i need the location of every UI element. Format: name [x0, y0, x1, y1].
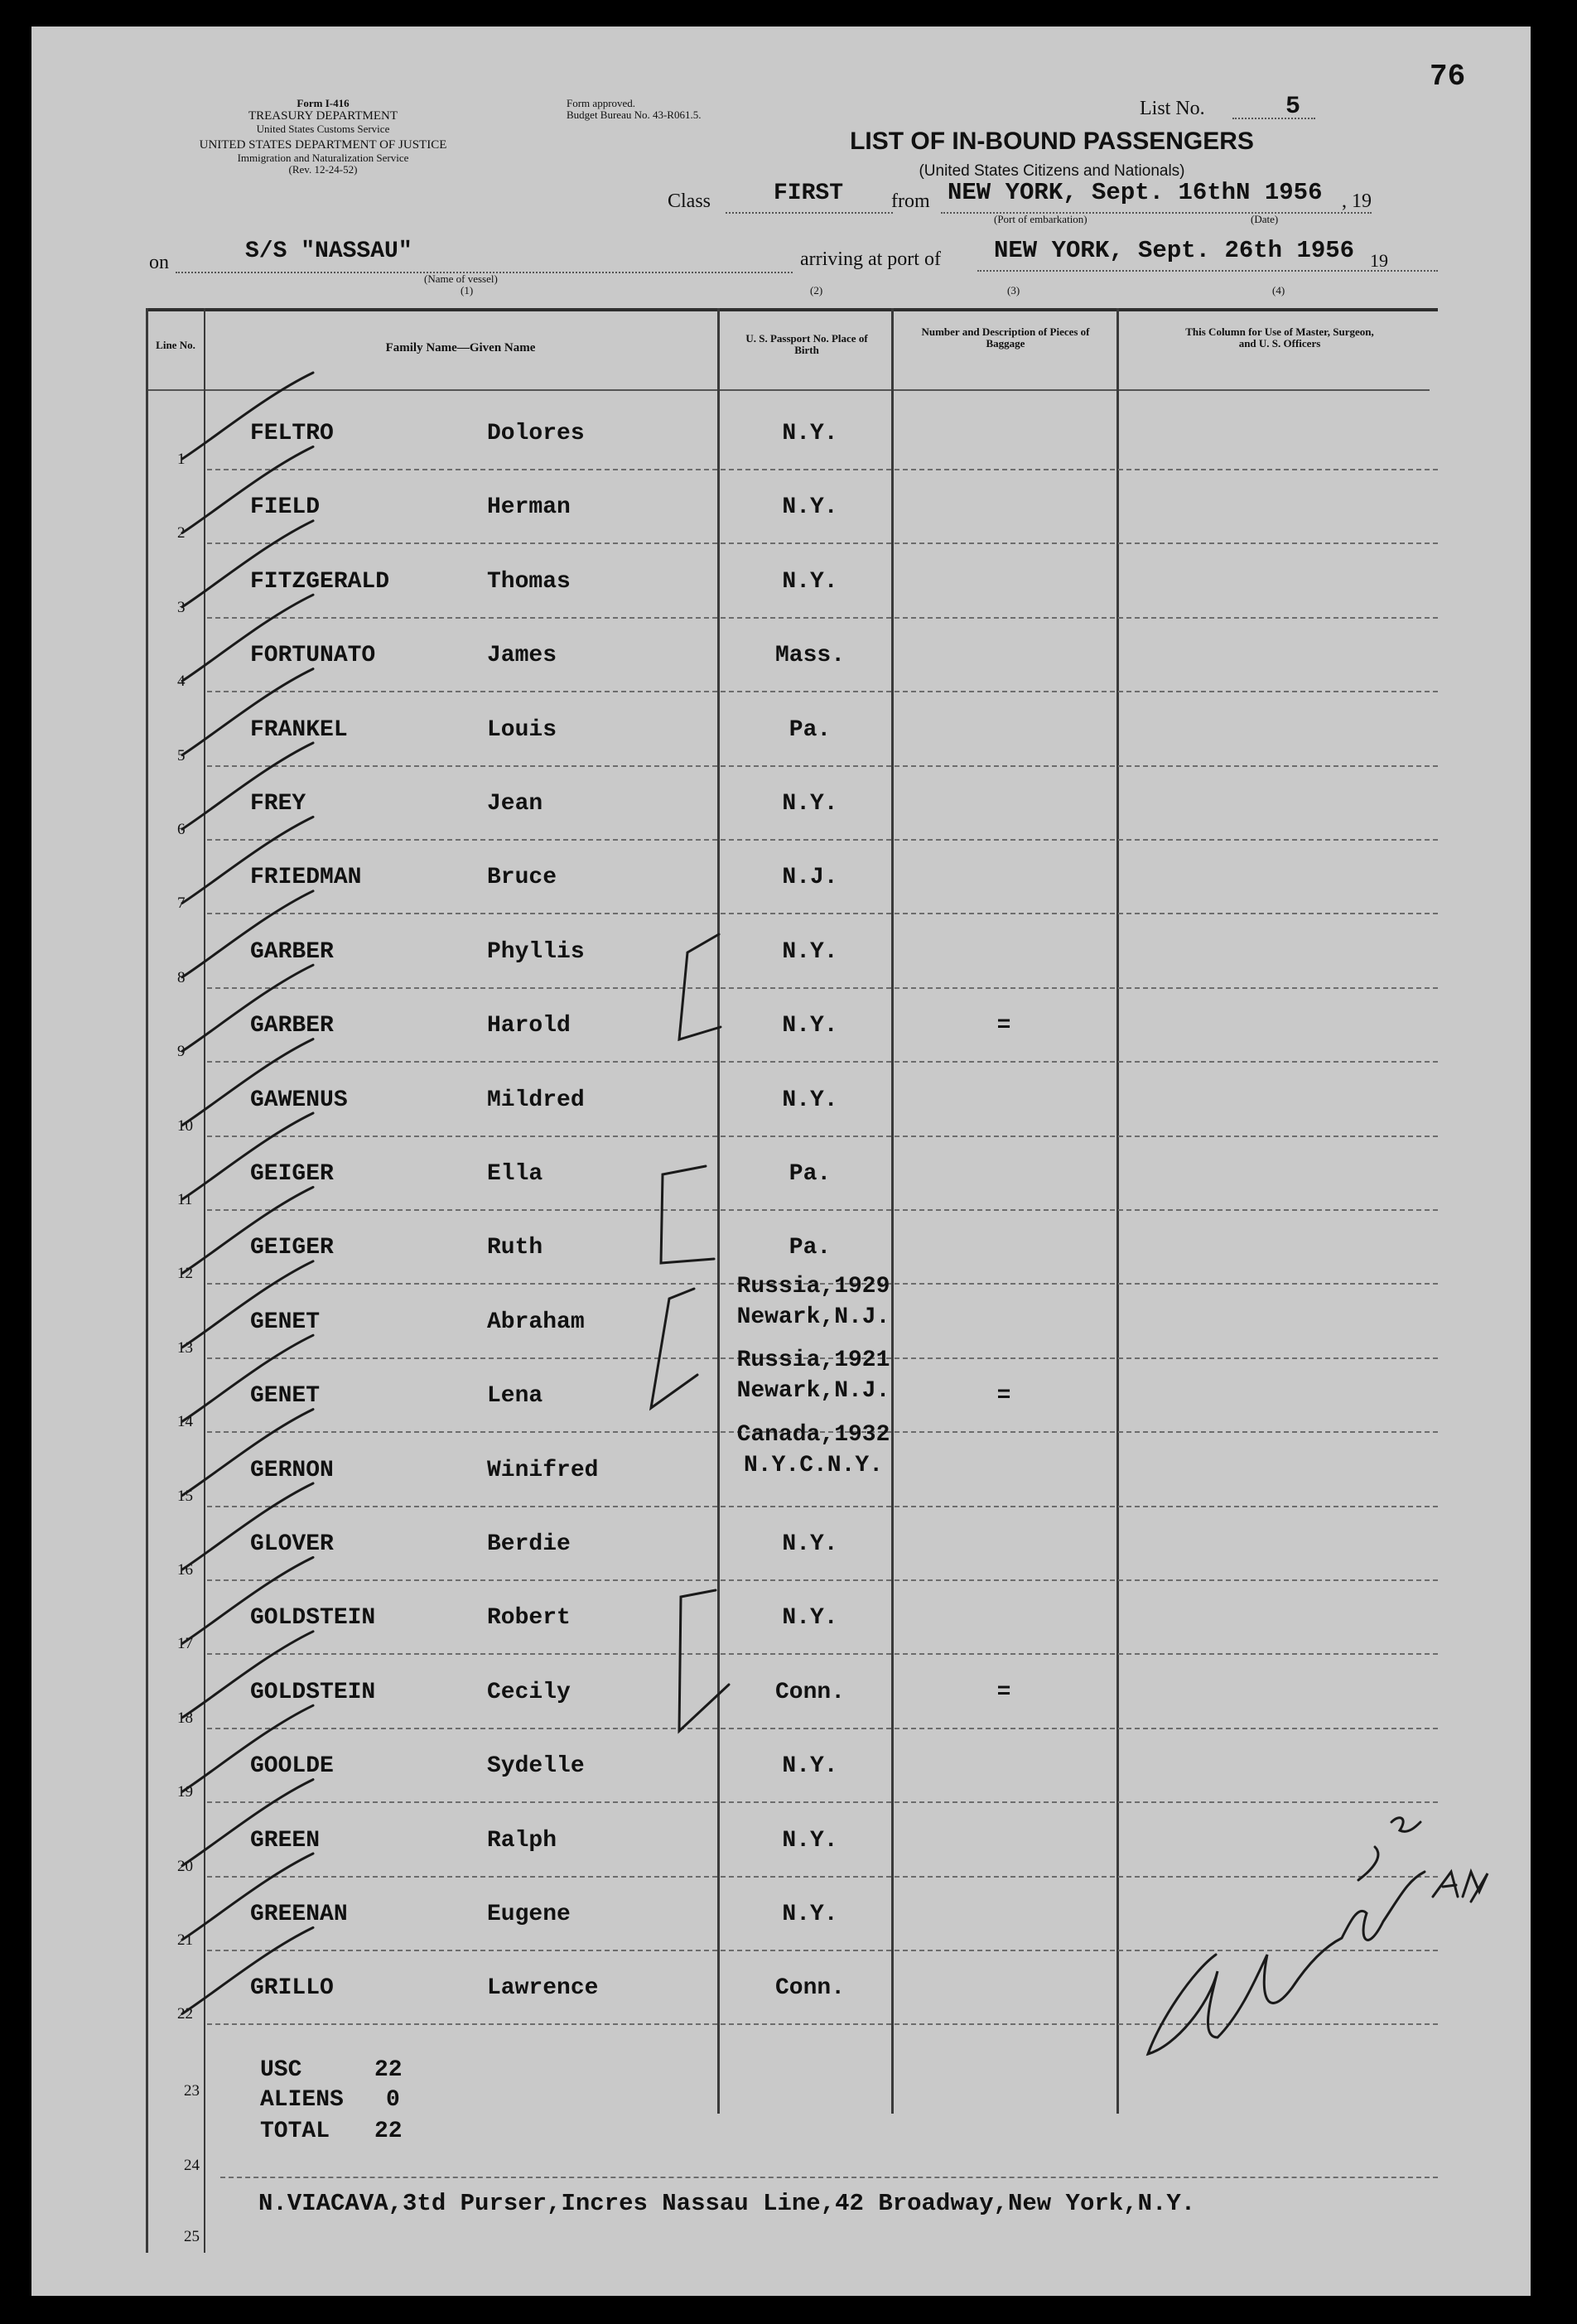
signature-time-20 [1391, 1818, 1420, 1832]
total-value: 22 [374, 2119, 403, 2144]
place-of-birth: Canada,1932 N.Y.C.N.Y. [736, 1421, 890, 1478]
place-of-birth: N.Y. [782, 1753, 838, 1780]
place-of-birth: Conn. [774, 1975, 845, 2002]
place-of-birth: N.Y. [782, 421, 838, 446]
col-number-2: (2) [810, 284, 823, 297]
family-name: GERNON [250, 1457, 334, 1483]
place-of-birth: N.Y. [782, 1531, 838, 1557]
line-number: 2 [177, 524, 186, 542]
line-number: 19 [177, 1783, 193, 1801]
line-number: 13 [177, 1338, 193, 1357]
check-mark [182, 817, 313, 903]
bracket-mark-13-14 [651, 1289, 697, 1408]
check-mark [182, 521, 313, 607]
given-name: Jean [487, 791, 543, 817]
check-mark [182, 1113, 313, 1199]
check-mark [182, 1705, 313, 1791]
line-number: 7 [177, 894, 186, 913]
ins-service: Immigration and Naturalization Service [237, 152, 409, 164]
col-header-officers: This Column for Use of Master, Surgeon, and U. S. Officers [1185, 325, 1374, 350]
given-name: Ella [487, 1161, 543, 1187]
justice-dept: UNITED STATES DEPARTMENT OF JUSTICE [199, 138, 447, 152]
family-name: GOLDSTEIN [250, 1679, 376, 1705]
check-mark [182, 1780, 313, 1866]
check-mark [182, 1927, 313, 2013]
signature-scrawl [1148, 1872, 1425, 2054]
check-mark [182, 1261, 313, 1348]
line-number: 3 [177, 598, 186, 616]
place-of-birth: Russia,1921 Newark,N.J. [736, 1348, 890, 1405]
family-name: FRIEDMAN [250, 865, 362, 891]
line-number: 22 [177, 2005, 193, 2023]
family-name: GRILLO [250, 1975, 334, 2002]
line-number: 9 [177, 1043, 186, 1061]
aliens-value: 0 [386, 2087, 400, 2113]
check-mark [182, 595, 313, 681]
place-of-birth: N.Y. [782, 791, 838, 817]
family-name: FITZGERALD [250, 568, 390, 595]
family-name: FELTRO [250, 421, 334, 446]
place-of-birth: Conn. [774, 1679, 845, 1705]
line-number: 8 [177, 968, 186, 986]
signature-time-9 [1358, 1847, 1378, 1880]
line-no-23: 23 [184, 2082, 200, 2100]
form-approved: Form approved. [567, 97, 636, 109]
given-name: Harold [487, 1013, 571, 1039]
check-mark [182, 1483, 313, 1569]
family-name: FIELD [250, 494, 321, 521]
line-no-24: 24 [184, 2157, 200, 2174]
baggage-mark: = [996, 1679, 1011, 1705]
given-name: Louis [487, 716, 557, 743]
check-mark [182, 1632, 313, 1718]
col-header-line-no: Line No. [156, 339, 195, 351]
family-name: GENET [250, 1383, 321, 1410]
family-name: GAWENUS [250, 1087, 348, 1113]
place-of-birth: N.Y. [782, 568, 838, 595]
check-mark [182, 965, 313, 1051]
col-number-1: (1) [461, 284, 474, 297]
signature-label [0, 0, 1, 1]
place-of-birth: N.J. [782, 865, 838, 891]
place-of-birth: N.Y. [782, 1902, 838, 1927]
bracket-mark-11-12 [661, 1166, 714, 1263]
given-name: Lawrence [487, 1975, 599, 2002]
total-label: TOTAL [260, 2119, 330, 2144]
line-number: 18 [177, 1709, 193, 1727]
aliens-label: ALIENS [260, 2087, 344, 2113]
given-name: Thomas [487, 568, 571, 595]
family-name: GOLDSTEIN [250, 1605, 376, 1632]
place-of-birth: Pa. [788, 716, 832, 743]
line-number: 6 [177, 821, 186, 838]
family-name: GOOLDE [250, 1753, 334, 1780]
line-number: 5 [177, 746, 186, 764]
revision: (Rev. 12-24-52) [288, 163, 358, 176]
family-name: GARBER [250, 1013, 334, 1039]
treasury-dept: TREASURY DEPARTMENT [248, 109, 398, 123]
arriving-label: arriving at port of [800, 248, 941, 270]
check-mark [182, 669, 313, 755]
given-name: Robert [487, 1605, 571, 1632]
class-label: Class [668, 190, 711, 212]
line-number: 4 [177, 673, 186, 691]
family-name: FRANKEL [250, 716, 348, 743]
family-name: FREY [250, 791, 306, 817]
line-number: 21 [177, 1931, 193, 1949]
list-no-label: List No. [1140, 98, 1205, 119]
purser-line: N.VIACAVA,3td Purser,Incres Nassau Line,42 Broadway,New York,N.Y. [258, 2190, 1196, 2217]
baggage-mark: = [996, 1013, 1011, 1039]
family-name: GLOVER [250, 1531, 334, 1557]
given-name: James [487, 643, 557, 669]
page-title: LIST OF IN-BOUND PASSENGERS [850, 128, 1254, 155]
baggage-mark: = [996, 1383, 1011, 1410]
bracket-mark-8-9 [679, 934, 721, 1039]
col-header-name: Family Name—Given Name [385, 341, 536, 354]
from-value: NEW YORK, Sept. 16thN 1956 [948, 179, 1323, 206]
line-number: 1 [177, 451, 186, 468]
line-number: 12 [177, 1265, 193, 1283]
line-number: 11 [177, 1191, 193, 1208]
place-of-birth: Russia,1929 Newark,N.J. [736, 1273, 890, 1330]
class-value: FIRST [774, 181, 844, 206]
given-name: Bruce [487, 865, 557, 891]
place-of-birth: N.Y. [782, 1013, 838, 1039]
check-mark [182, 1854, 313, 1940]
given-name: Abraham [487, 1309, 585, 1335]
given-name: Cecily [487, 1679, 571, 1705]
given-name: Winifred [487, 1457, 599, 1483]
on-label: on [149, 252, 169, 273]
line-number: 20 [177, 1857, 193, 1875]
check-mark [182, 1410, 313, 1496]
signature-am [1433, 1872, 1488, 1902]
port-embarkation-caption: (Port of embarkation) [994, 213, 1088, 225]
family-name: GEIGER [250, 1161, 334, 1187]
family-name: GEIGER [250, 1235, 334, 1261]
check-mark [182, 446, 313, 533]
arriving-year-19: 19 [1370, 250, 1388, 271]
arriving-value: NEW YORK, Sept. 26th 1956 [994, 237, 1355, 264]
place-of-birth: Pa. [788, 1161, 832, 1187]
given-name: Mildred [487, 1087, 585, 1113]
given-name: Ruth [487, 1235, 543, 1261]
page-number: 76 [1430, 60, 1466, 94]
given-name: Lena [487, 1383, 543, 1410]
page-subtitle: (United States Citizens and Nationals) [919, 162, 1185, 180]
usc-value: 22 [374, 2057, 403, 2083]
col-number-4: (4) [1272, 284, 1285, 297]
family-name: GARBER [250, 938, 334, 965]
check-mark [182, 1557, 313, 1643]
usc-label: USC [260, 2057, 302, 2083]
customs-service: United States Customs Service [256, 123, 390, 135]
given-name: Phyllis [487, 938, 585, 965]
family-name: FORTUNATO [250, 643, 376, 669]
given-name: Dolores [487, 421, 585, 446]
given-name: Berdie [487, 1531, 571, 1557]
line-no-25: 25 [184, 2228, 200, 2245]
given-name: Sydelle [487, 1753, 585, 1780]
date-caption: (Date) [1251, 213, 1279, 225]
vessel-caption: (Name of vessel) [424, 272, 498, 285]
check-mark [182, 1039, 313, 1126]
place-of-birth: Mass. [774, 643, 845, 669]
family-name: GREENAN [250, 1902, 348, 1927]
vessel-name: S/S "NASSAU" [245, 239, 412, 264]
check-mark [182, 1335, 313, 1421]
family-name: GREEN [250, 1827, 321, 1854]
place-of-birth: N.Y. [782, 1605, 838, 1632]
from-year-19: , 19 [1342, 190, 1372, 212]
list-no-value: 5 [1285, 93, 1301, 121]
check-mark [182, 373, 313, 459]
col-number-3: (3) [1007, 284, 1020, 297]
check-mark [182, 743, 313, 829]
family-name: GENET [250, 1309, 321, 1335]
col-header-baggage: Number and Description of Pieces of Baggage [921, 325, 1090, 350]
check-mark [182, 1187, 313, 1273]
from-label: from [891, 190, 930, 212]
col-header-passport: U. S. Passport No. Place of Birth [745, 332, 868, 356]
line-number: 14 [177, 1413, 193, 1431]
given-name: Ralph [487, 1827, 557, 1854]
check-mark [182, 891, 313, 977]
place-of-birth: N.Y. [782, 938, 838, 965]
place-of-birth: Pa. [788, 1235, 832, 1261]
place-of-birth: N.Y. [782, 494, 838, 521]
given-name: Herman [487, 494, 571, 521]
place-of-birth: N.Y. [782, 1087, 838, 1113]
form-number: Form I-416 [297, 97, 350, 109]
line-number: 15 [177, 1487, 193, 1505]
bracket-mark-17-18 [679, 1590, 729, 1731]
line-number: 10 [177, 1116, 193, 1135]
given-name: Eugene [487, 1902, 571, 1927]
place-of-birth: N.Y. [782, 1827, 838, 1854]
line-number: 17 [177, 1635, 193, 1653]
budget-bureau: Budget Bureau No. 43-R061.5. [567, 108, 702, 121]
line-number: 16 [177, 1561, 193, 1579]
